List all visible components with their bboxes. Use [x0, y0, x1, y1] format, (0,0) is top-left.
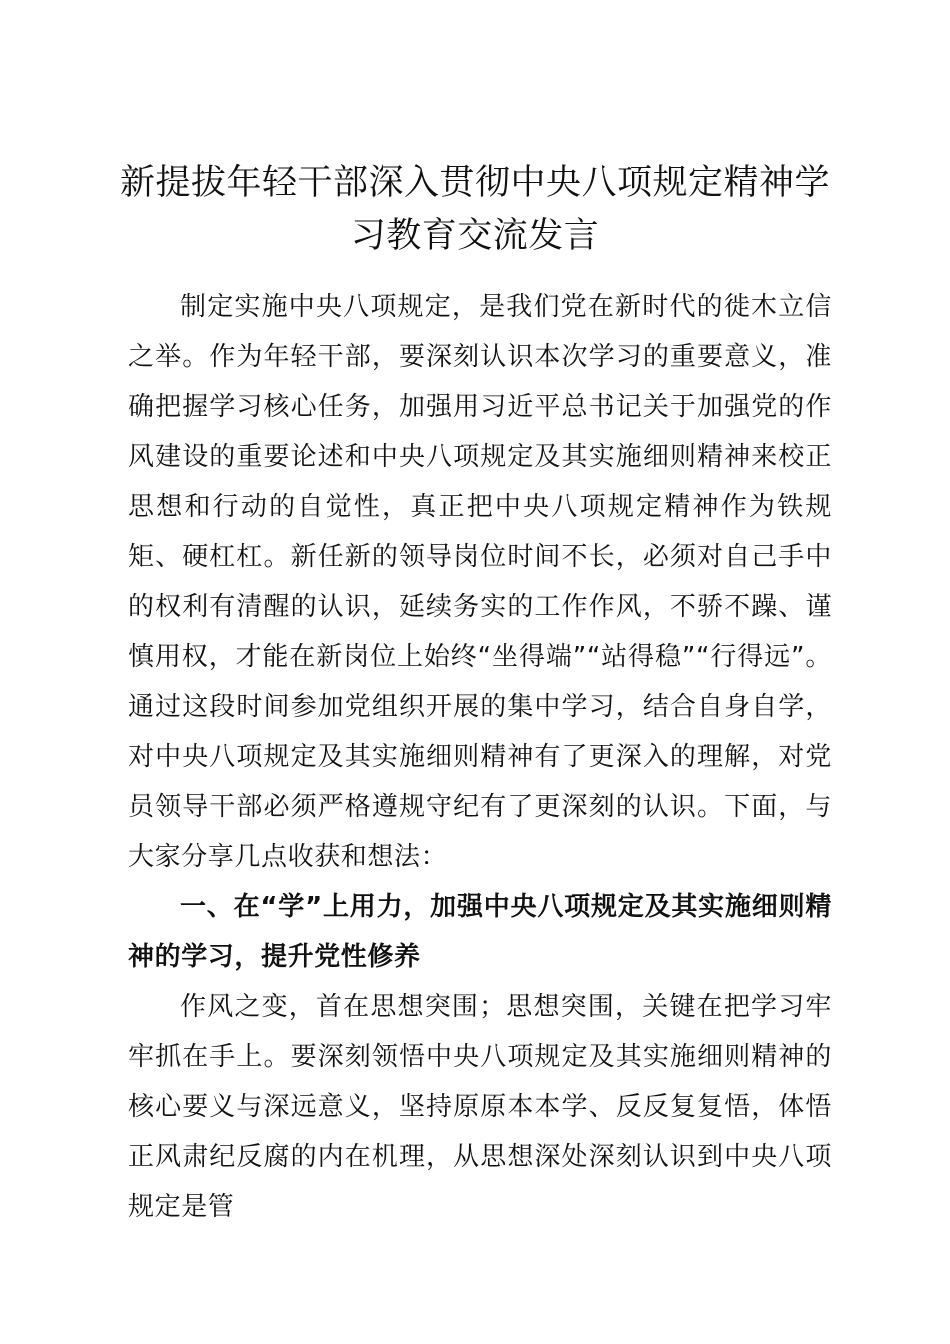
section-1-paragraph: 作风之变，首在思想突围；思想突围，关键在把学习牢牢抓在手上。要深刻领悟中央八项规定及其实施细则精神的核心要义与深远意义，坚持原原本本学、反反复复悟，体悟正风肃纪反腐的内在机理，从思想深处深刻认识到中央八项规定是管 — [128, 992, 832, 1222]
section-heading-1: 一、在“学”上用力，加强中央八项规定及其实施细则精神的学习，提升党性修养 — [128, 892, 832, 972]
document-title: 新提拔年轻干部深入贯彻中央八项规定精神学习教育交流发言 — [119, 163, 830, 256]
intro-paragraph: 制定实施中央八项规定，是我们党在新时代的徙木立信之举。作为年轻干部，要深刻认识本次学习的重要意义，准确把握学习核心任务，加强用习近平总书记关于加强党的作风建设的重要论述和中央八项规定及其实施细则精神来校正思想和行动的自觉性，真正把中央八项规定精神作为铁规矩、硬杠杠。新任新的领导岗位时间不长，必须对自己手中的权利有清醒的认识，延续务实的工作作风，不骄不躁、谨慎用权，才能在新岗位上始终“坐得端”“站得稳”“行得远”。通过这段时间参加党组织开展的集中学习，结合自身自学，对中央八项规定及其实施细则精神有了更深入的理解，对党员领导干部必须严格遵规守纪有了更深刻的认识。下面，与大家分享几点收获和想法： — [128, 292, 832, 872]
document-body — [128, 282, 832, 1232]
